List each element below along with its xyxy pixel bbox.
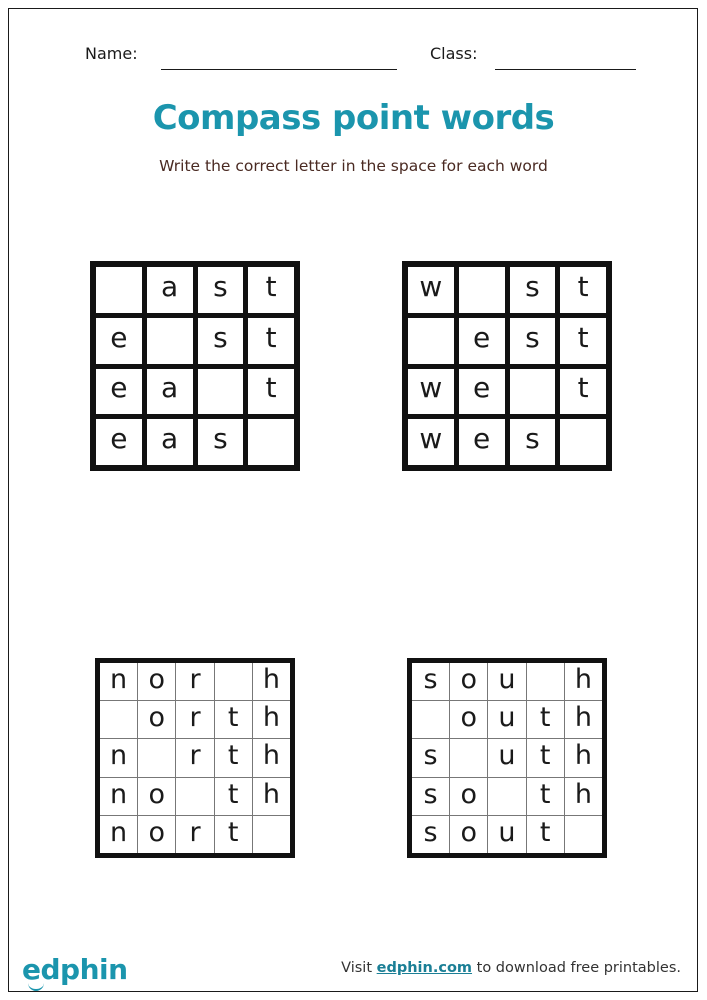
south-blank-cell[interactable] (565, 816, 602, 853)
north-letter-cell: o (138, 663, 175, 700)
edphin-logo[interactable]: edphin (22, 953, 128, 986)
north-letter-cell: n (100, 663, 137, 700)
south-letter-cell: o (450, 663, 487, 700)
west-letter-cell: e (459, 318, 505, 364)
west-letter-cell: s (510, 419, 556, 465)
west-letter-cell: e (459, 419, 505, 465)
north-letter-cell: t (215, 739, 252, 776)
west-letter-cell: t (560, 267, 606, 313)
south-letter-cell: u (488, 816, 525, 853)
south-blank-cell[interactable] (450, 739, 487, 776)
north-letter-cell: r (176, 816, 213, 853)
footer-suffix: to download free printables. (472, 960, 681, 976)
north-letter-cell: o (138, 816, 175, 853)
south-blank-cell[interactable] (527, 663, 564, 700)
east-letter-cell: a (147, 369, 193, 415)
east-letter-cell: e (96, 369, 142, 415)
east-blank-cell[interactable] (248, 419, 294, 465)
north-blank-cell[interactable] (100, 701, 137, 738)
west-blank-cell[interactable] (510, 369, 556, 415)
north-letter-cell: r (176, 701, 213, 738)
south-letter-cell: h (565, 778, 602, 815)
south-blank-cell[interactable] (488, 778, 525, 815)
east-word-grid (90, 261, 300, 471)
north-letter-cell: r (176, 739, 213, 776)
west-letter-cell: e (459, 369, 505, 415)
east-blank-cell[interactable] (198, 369, 244, 415)
north-letter-cell: n (100, 816, 137, 853)
north-blank-cell[interactable] (176, 778, 213, 815)
south-letter-cell: o (450, 778, 487, 815)
north-letter-cell: h (253, 701, 290, 738)
south-letter-cell: t (527, 778, 564, 815)
north-blank-cell[interactable] (253, 816, 290, 853)
north-letter-cell: t (215, 778, 252, 815)
north-word-grid (95, 658, 295, 858)
south-word-grid (407, 658, 607, 858)
south-letter-cell: s (412, 778, 449, 815)
south-letter-cell: u (488, 663, 525, 700)
east-letter-cell: a (147, 267, 193, 313)
south-letter-cell: u (488, 739, 525, 776)
south-letter-cell: s (412, 663, 449, 700)
page-title: Compass point words (152, 98, 555, 138)
west-letter-cell: t (560, 369, 606, 415)
south-letter-cell: s (412, 816, 449, 853)
footer-prefix: Visit (341, 960, 377, 976)
north-letter-cell: n (100, 739, 137, 776)
north-letter-cell: h (253, 663, 290, 700)
footer-link[interactable]: edphin.com (376, 960, 473, 976)
south-letter-cell: h (565, 739, 602, 776)
west-blank-cell[interactable] (408, 318, 454, 364)
east-letter-cell: s (198, 419, 244, 465)
east-letter-cell: t (248, 267, 294, 313)
east-letter-cell: s (198, 267, 244, 313)
east-letter-cell: t (248, 369, 294, 415)
east-letter-cell: e (96, 318, 142, 364)
west-word-grid (402, 261, 612, 471)
east-letter-cell: a (147, 419, 193, 465)
south-letter-cell: u (488, 701, 525, 738)
south-letter-cell: t (527, 701, 564, 738)
west-blank-cell[interactable] (560, 419, 606, 465)
west-letter-cell: w (408, 369, 454, 415)
north-letter-cell: n (100, 778, 137, 815)
west-letter-cell: w (408, 419, 454, 465)
east-blank-cell[interactable] (96, 267, 142, 313)
south-letter-cell: t (527, 739, 564, 776)
west-letter-cell: w (408, 267, 454, 313)
east-letter-cell: t (248, 318, 294, 364)
east-blank-cell[interactable] (147, 318, 193, 364)
west-letter-cell: t (560, 318, 606, 364)
class-label: Class: (430, 44, 478, 63)
east-letter-cell: s (198, 318, 244, 364)
north-blank-cell[interactable] (138, 739, 175, 776)
name-label: Name: (85, 44, 138, 63)
south-letter-cell: h (565, 663, 602, 700)
south-letter-cell: h (565, 701, 602, 738)
class-line[interactable] (495, 69, 636, 70)
west-letter-cell: s (510, 318, 556, 364)
south-blank-cell[interactable] (412, 701, 449, 738)
south-letter-cell: o (450, 816, 487, 853)
west-blank-cell[interactable] (459, 267, 505, 313)
north-letter-cell: h (253, 778, 290, 815)
north-letter-cell: r (176, 663, 213, 700)
north-letter-cell: t (215, 816, 252, 853)
north-letter-cell: o (138, 701, 175, 738)
south-letter-cell: o (450, 701, 487, 738)
east-letter-cell: e (96, 419, 142, 465)
west-letter-cell: s (510, 267, 556, 313)
name-line[interactable] (161, 69, 397, 70)
south-letter-cell: s (412, 739, 449, 776)
north-letter-cell: t (215, 701, 252, 738)
south-letter-cell: t (527, 816, 564, 853)
north-letter-cell: o (138, 778, 175, 815)
north-blank-cell[interactable] (215, 663, 252, 700)
north-letter-cell: h (253, 739, 290, 776)
footer-text (341, 960, 681, 976)
instructions: Write the correct letter in the space for each word (159, 157, 548, 175)
